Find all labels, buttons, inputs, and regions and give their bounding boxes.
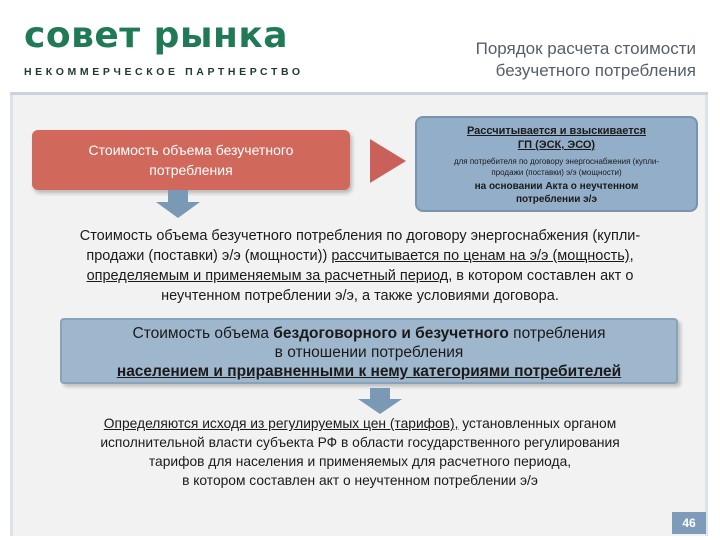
population-box [60,318,678,384]
para2-line-2: исполнительной власти субъекта РФ в области государственного регулирования [100,435,620,450]
pop-line-2: в отношении потребления [274,344,464,361]
paragraph-2 [20,414,700,490]
cost-box-line-1: Стоимость объема безучетного [88,142,294,158]
logo-subtitle: НЕКОММЕРЧЕСКОЕ ПАРТНЕРСТВО [24,66,304,78]
calc-line-1: Рассчитывается и взыскивается [466,125,647,137]
para2-line-1 [20,414,700,433]
logo: совет рынка [24,15,289,56]
title-line-1: Порядок расчета стоимости [475,39,696,58]
arrow-down-icon [156,190,200,218]
calc-small-1: для потребителя по договору энергоснабжения (купли- [453,157,660,166]
calc-line-4: потреблении э/э [516,194,597,205]
para1-line-4: неучтенном потреблении э/э, а также условиями договора. [161,288,559,304]
cost-box-line-2: потребления [149,162,233,178]
para1-line-1: Стоимость объема безучетного потребления по договору энергоснабжения (купли- [79,228,641,244]
para2-line-4: в котором составлен акт о неучтенном потреблении э/э [182,473,538,488]
cost-box [32,130,350,190]
arrow-right-icon [370,139,406,183]
para1-line-3 [24,266,696,286]
para1-line-2a: продажи (поставки) э/э (мощности)) [86,248,332,264]
pop-line-1b: бездоговорного и безучетного [273,325,509,342]
frame-right-stripe [705,95,708,536]
para2-line-1a: Определяются исходя из регулируемых цен (тарифов), [103,416,459,431]
pop-line-1c: потребления [508,325,606,342]
calc-small-2: продажи (поставки) э/э (мощности) [491,168,622,177]
pop-line-3: населением и приравненными к нему категориями потребителей [116,363,622,380]
para2-line-1b: установленных органом [458,416,617,431]
page-number: 46 [672,512,706,534]
para1-line-3a: определяемым и применяемым за расчетный период [86,268,449,284]
para2-line-3: тарифов для населения и применяемых для расчетного периода, [148,454,572,469]
frame-left-stripe [10,95,13,536]
paragraph-1 [24,226,696,306]
pop-line-1 [62,324,676,343]
page-title [376,38,696,82]
para1-line-2b: рассчитывается по ценам на э/э (мощность), [331,248,634,264]
title-line-2: безучетного потребления [495,61,696,80]
calc-line-3: на основании Акта о неучтенном [474,181,639,192]
arrow-down-icon-2 [358,388,402,414]
para1-line-2 [24,246,696,266]
para1-line-3b: , в котором составлен акт о [448,268,634,284]
calc-line-2: ГП (ЭСК, ЭСО) [517,139,596,151]
calculation-box [415,116,698,212]
pop-line-1a: Стоимость объема [132,325,274,342]
